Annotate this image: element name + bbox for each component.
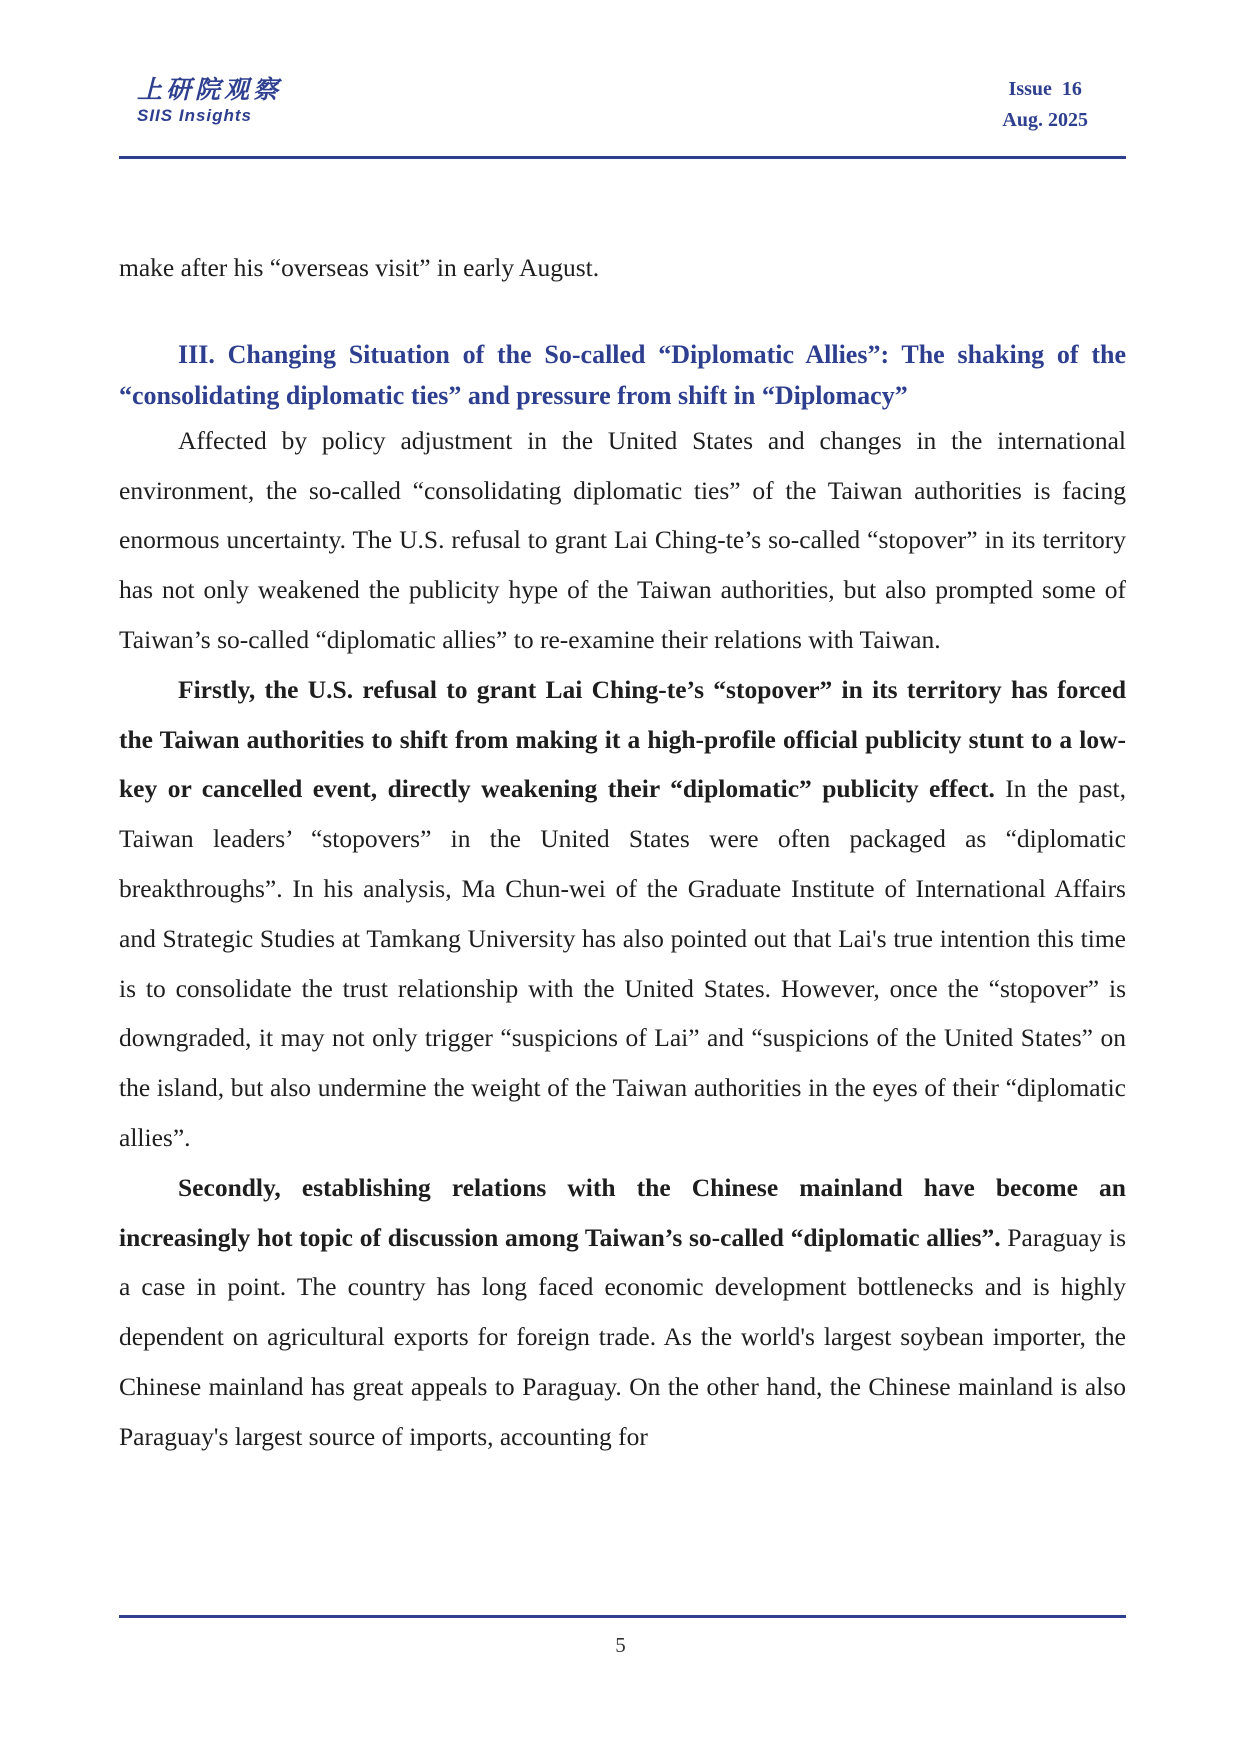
paragraph-3 — [119, 1163, 1126, 1462]
paragraph-3-lead: Secondly, establishing relations with the Chinese mainland have become an increasingly hot topic of discussion among Taiwan’s so-called “diplomatic allies”. — [119, 1172, 1126, 1252]
paragraph-2-lead: Firstly, the U.S. refusal to grant Lai Ching-te’s “stopover” in its territory has forced the Taiwan authorities to shift from making it a high-profile official publicity stunt to a low-key or cancelled event, directly weakening their “diplomatic” publicity effect. — [119, 674, 1126, 804]
issue-date: Aug. 2025 — [1002, 109, 1088, 131]
footer-divider — [119, 1615, 1126, 1618]
issue-number: Issue 16 — [1008, 78, 1082, 100]
continued-paragraph: make after his “overseas visit” in early August. — [119, 253, 600, 282]
paragraph-2 — [119, 665, 1126, 1163]
paragraph-1: Affected by policy adjustment in the United States and changes in the international environment, the so-called “consolidating diplomatic ties” of the Taiwan authorities is facing enormous uncertainty. The U.S. refusal to grant Lai Ching-te’s so-called “stopover” in its territory has not only weakened the publicity hype of the Taiwan authorities, but also prompted some of Taiwan’s so-called “diplomatic allies” to re-examine their relations with Taiwan. — [119, 425, 1126, 654]
section-heading: III. Changing Situation of the So-called “Diplomatic Allies”: The shaking of the “consolidating diplomatic ties” and pressure from shift in “Diplomacy” — [119, 339, 1126, 410]
issue-info — [1002, 74, 1088, 136]
paragraph-2-text: In the past, Taiwan leaders’ “stopovers” in the United States were often packaged as “diplomatic breakthroughs”. In his analysis, Ma Chun-wei of the Graduate Institute of International Affairs and Strategic Studies at Tamkang University has also pointed out that Lai's true intention this time is to consolidate the trust relationship with the United States. However, once the “stopover” is downgraded, it may not only trigger “suspicions of Lai” and “suspicions of the United States” on the island, but also undermine the weight of the Taiwan authorities in the eyes of their “diplomatic allies”. — [119, 774, 1126, 1152]
siis-logo — [137, 76, 282, 126]
header-divider — [119, 156, 1126, 159]
article-body — [119, 243, 1126, 1462]
logo-chinese-title: 上研院观察 — [137, 75, 283, 104]
page-number: 5 — [615, 1633, 626, 1657]
logo-english-title: SIIS Insights — [137, 106, 253, 125]
page-header — [119, 70, 1126, 160]
paragraph-3-text: Paraguay is a case in point. The country has long faced economic development bottlenecks and is highly dependent on agricultural exports for foreign trade. As the world's largest soybean importer, the Chinese mainland has great appeals to Paraguay. On the other hand, the Chinese mainland is also Paraguay's largest source of imports, accounting for — [119, 1222, 1126, 1451]
